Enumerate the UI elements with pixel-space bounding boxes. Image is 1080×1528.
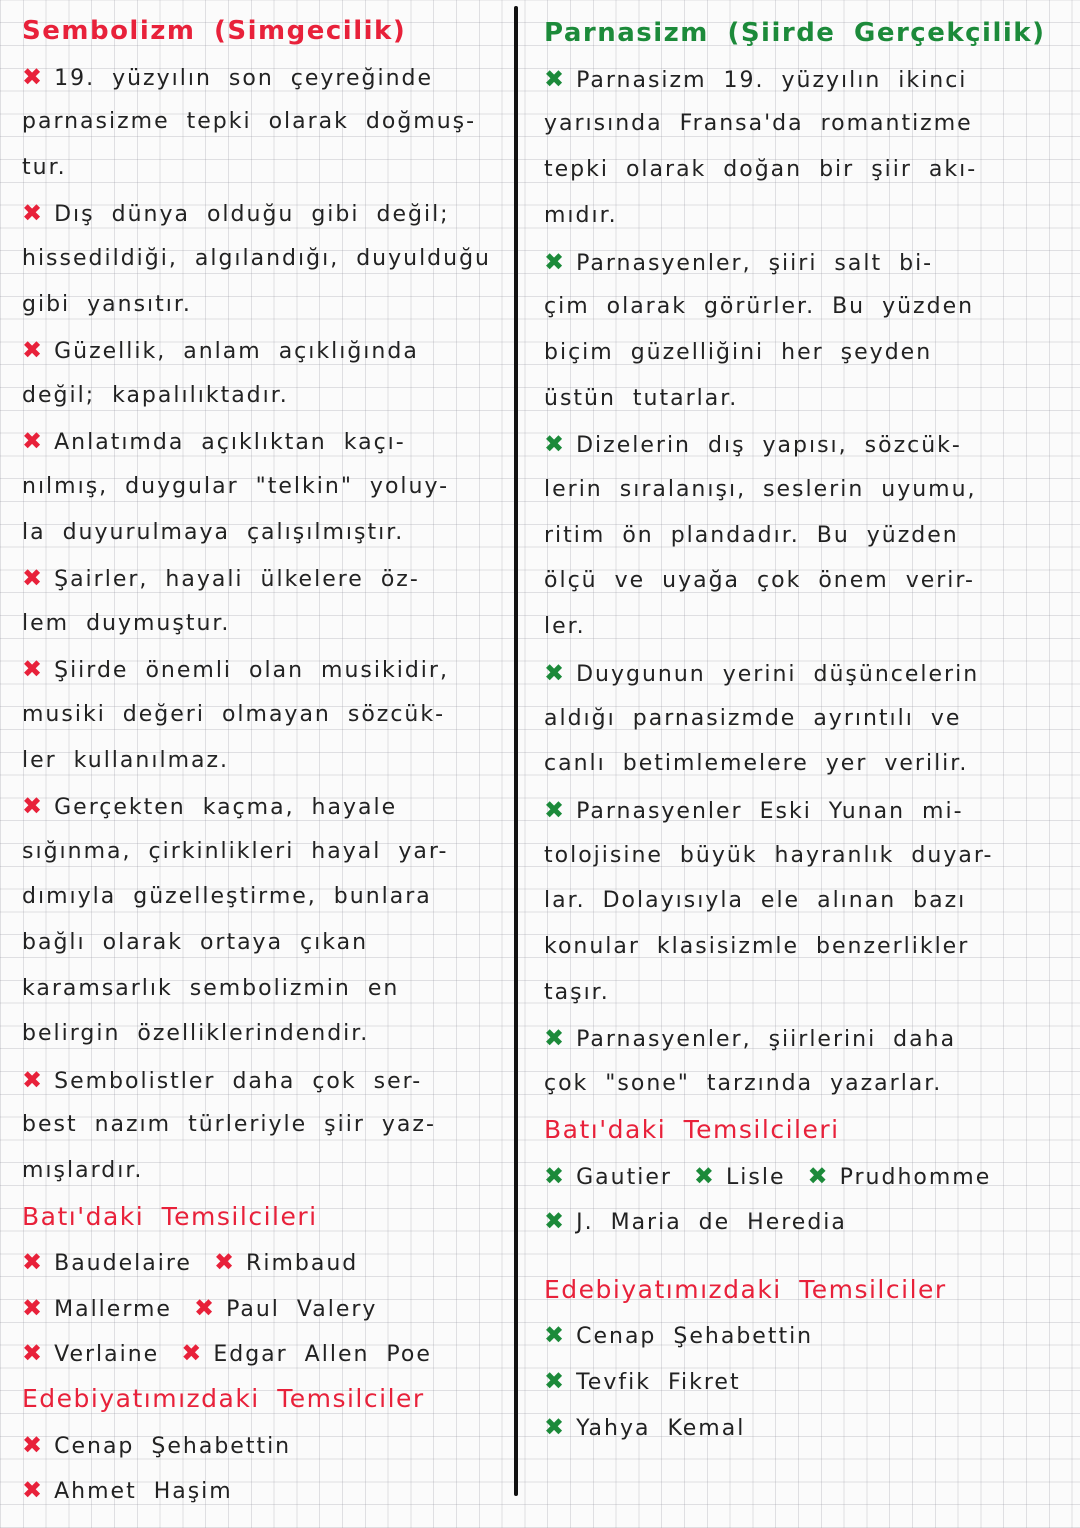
bullet-line [22, 1291, 399, 1325]
bullet-line [544, 656, 1001, 690]
bullet-line [544, 1021, 978, 1055]
line-text: Şiirde önemli olan musikidir, [54, 658, 449, 684]
x-bullet-icon: ✖ [807, 1161, 830, 1190]
text-line [544, 930, 991, 964]
text-line [22, 105, 498, 139]
x-bullet-icon: ✖ [544, 795, 567, 824]
x-bullet-icon: ✖ [544, 1321, 567, 1350]
line-text: Güzellik, anlam açıklığında [54, 339, 419, 365]
text-line [22, 972, 421, 1006]
line-text: Parnasizm (Şiirde Gerçekçilik) [544, 18, 1046, 48]
line-text: musiki değeri olmayan sözcük- [22, 702, 446, 727]
line-text: biçim güzelliğini her şeyden [544, 339, 933, 365]
text-line [544, 473, 999, 507]
line-text: tur. [22, 154, 67, 180]
text-line [544, 610, 608, 644]
text-line [544, 702, 983, 736]
bullet-line [544, 1364, 763, 1398]
bullet-line [544, 793, 986, 827]
bullet-line [22, 1473, 255, 1507]
x-bullet-icon: ✖ [22, 336, 45, 365]
line-text: çim olarak görürler. Bu yüzden [544, 294, 975, 320]
text-line [22, 926, 390, 960]
x-bullet-icon: ✖ [22, 427, 45, 456]
text-line [22, 1154, 165, 1188]
x-bullet-icon: ✖ [22, 1430, 45, 1459]
line-text: nılmış, duygular "telkin" yoluy- [22, 474, 450, 499]
text-line [544, 199, 640, 233]
line-text: Batı'daki Temsilcileri [22, 1201, 318, 1231]
x-bullet-icon: ✖ [22, 1339, 45, 1368]
line-text: lar. Dolayısıyla ele alınan bazı [544, 888, 967, 914]
line-text: Parnasizm 19. yüzyılın ikinci [576, 67, 968, 93]
bullet-line [22, 1063, 444, 1097]
line-text: lem duymuştur. [22, 610, 231, 636]
line-text: Mallerme [54, 1296, 172, 1322]
bullet-line [544, 1159, 1013, 1193]
text-line [22, 835, 470, 869]
line-text: Sembolizm (Simgecilik) [22, 16, 407, 46]
line-text: Baudelaire [54, 1251, 192, 1277]
line-text: la duyurulmaya çalışılmıştır. [22, 519, 405, 545]
text-line [22, 470, 471, 504]
line-text: Ahmet Haşim [54, 1479, 233, 1505]
x-bullet-icon: ✖ [22, 62, 45, 91]
line-text: ölçü ve uyağa çok önem verir- [544, 568, 975, 594]
line-text: ler kullanılmaz. [22, 747, 230, 773]
line-text: mışlardır. [22, 1158, 144, 1183]
line-text: karamsarlık sembolizmin en [22, 975, 400, 1001]
text-line [22, 698, 467, 732]
bullet-line [22, 196, 472, 230]
text-line [22, 242, 513, 276]
bullet-line [544, 1410, 767, 1444]
text-line [22, 607, 252, 641]
text-line [22, 379, 311, 413]
line-text: bağlı olarak ortaya çıkan [22, 930, 369, 955]
x-bullet-icon: ✖ [693, 1161, 717, 1190]
line-text: aldığı parnasizmde ayrıntılı ve [544, 705, 962, 731]
line-text: Gautier [576, 1164, 672, 1190]
line-text: Dış dünya olduğu gibi değil; [54, 202, 450, 228]
section-heading [544, 1273, 969, 1307]
x-bullet-icon: ✖ [544, 64, 567, 93]
bullet-line [22, 60, 455, 94]
x-bullet-icon: ✖ [213, 1248, 237, 1277]
text-line [22, 288, 214, 322]
section-heading [22, 1382, 447, 1416]
x-bullet-icon: ✖ [544, 1412, 567, 1441]
section-heading [22, 1200, 340, 1234]
line-text: Verlaine [54, 1342, 160, 1368]
line-text: dımıyla güzelleştirme, bunlara [22, 884, 432, 910]
bullet-line [544, 1204, 869, 1238]
bullet-line [22, 1428, 313, 1462]
line-text: sığınma, çirkinlikleri hayal yar- [22, 838, 449, 864]
line-text: canlı betimlemelere yer verilir. [544, 751, 969, 777]
bullet-line [22, 652, 471, 686]
x-bullet-icon: ✖ [544, 1207, 567, 1236]
bullet-line [22, 789, 419, 823]
text-line [22, 744, 251, 778]
line-text: taşır. [544, 979, 610, 1005]
x-bullet-icon: ✖ [22, 792, 45, 821]
section-title [22, 14, 428, 48]
text-line [544, 153, 999, 187]
line-text: ritim ön plandadır. Bu yüzden [544, 522, 959, 548]
x-bullet-icon: ✖ [22, 1476, 45, 1505]
line-text: Sembolistler daha çok ser- [54, 1068, 423, 1094]
text-line [544, 564, 997, 598]
x-bullet-icon: ✖ [544, 1161, 567, 1190]
line-text: değil; kapalılıktadır. [22, 382, 289, 408]
text-line [544, 884, 988, 918]
line-text: Şairler, hayali ülkelere öz- [54, 567, 420, 593]
line-text: Rimbaud [246, 1251, 359, 1277]
bullet-line [22, 561, 442, 595]
line-text: ler. [544, 614, 586, 640]
bullet-line [22, 333, 441, 367]
bullet-line [22, 424, 428, 458]
line-text: çok "sone" tarzında yazarlar. [544, 1071, 943, 1097]
text-line [22, 516, 426, 550]
x-bullet-icon: ✖ [22, 655, 45, 684]
line-text: belirgin özelliklerindendir. [22, 1021, 370, 1047]
line-text: Gerçekten kaçma, hayale [54, 795, 398, 821]
line-text: Edgar Allen Poe [213, 1342, 432, 1368]
line-text: üstün tutarlar. [544, 385, 739, 411]
line-text: J. Maria de Heredia [576, 1210, 847, 1236]
line-text: gibi yansıtır. [22, 291, 192, 317]
section-title [544, 16, 1067, 50]
line-text: mıdır. [544, 202, 618, 228]
line-text: Duygunun yerini düşüncelerin [576, 661, 980, 687]
text-line [544, 976, 632, 1010]
text-line [544, 1067, 964, 1101]
line-text: Cenap Şehabettin [54, 1433, 292, 1459]
x-bullet-icon: ✖ [22, 199, 45, 228]
line-text: 19. yüzyılın son çeyreğinde [54, 65, 434, 91]
text-line [22, 1108, 458, 1142]
text-line [22, 1017, 391, 1051]
line-text: Parnasyenler, şiirlerini daha [576, 1027, 957, 1053]
bullet-line [544, 62, 989, 96]
x-bullet-icon: ✖ [544, 430, 567, 459]
x-bullet-icon: ✖ [544, 1367, 567, 1396]
x-bullet-icon: ✖ [22, 1248, 45, 1277]
text-line [544, 336, 954, 370]
x-bullet-icon: ✖ [22, 1293, 45, 1322]
bullet-line [22, 1245, 380, 1279]
line-text: konular klasisizmle benzerlikler [544, 934, 970, 959]
line-text: lerin sıralanışı, seslerin uyumu, [544, 477, 977, 502]
line-text: Cenap Şehabettin [576, 1324, 814, 1350]
x-bullet-icon: ✖ [22, 1065, 45, 1094]
text-line [544, 290, 996, 324]
text-line [544, 839, 1015, 873]
line-text: Anlatımda açıklıktan kaçı- [54, 430, 406, 456]
line-text: Batı'daki Temsilcileri [544, 1114, 840, 1144]
x-bullet-icon: ✖ [22, 564, 45, 593]
line-text: Dizelerin dış yapısı, sözcük- [576, 433, 962, 459]
line-text: Edebiyatımızdaki Temsilciler [22, 1384, 425, 1413]
bullet-line [544, 427, 984, 461]
column-divider [514, 6, 518, 1496]
line-text: Lisle [726, 1164, 786, 1190]
line-text: Parnasyenler, şiiri salt bi- [576, 250, 934, 276]
text-line [544, 519, 981, 553]
line-text: Edebiyatımızdaki Temsilciler [544, 1274, 947, 1304]
line-text: Paul Valery [226, 1296, 378, 1322]
line-text: tepki olarak doğan bir şiir akı- [544, 157, 978, 183]
line-text: yarısında Fransa'da romantizme [544, 111, 973, 137]
line-text: tolojisine büyük hayranlık duyar- [544, 842, 994, 868]
line-text: best nazım türleriyle şiir yaz- [22, 1112, 436, 1138]
line-text: Yahya Kemal [576, 1415, 746, 1441]
bullet-line [544, 245, 955, 279]
text-line [544, 382, 760, 416]
section-heading [544, 1113, 862, 1147]
x-bullet-icon: ✖ [544, 658, 567, 687]
text-line [22, 151, 89, 185]
text-line [544, 107, 995, 141]
bullet-line [22, 1336, 454, 1370]
x-bullet-icon: ✖ [193, 1293, 217, 1322]
x-bullet-icon: ✖ [544, 1024, 567, 1053]
line-text: Tevfik Fikret [576, 1370, 741, 1396]
text-line [544, 747, 990, 781]
line-text: Prudhomme [839, 1164, 992, 1190]
bullet-line [544, 1318, 835, 1352]
x-bullet-icon: ✖ [544, 247, 567, 276]
line-text: parnasizme tepki olarak doğmuş- [22, 109, 477, 135]
x-bullet-icon: ✖ [181, 1339, 204, 1368]
line-text: Parnasyenler Eski Yunan mi- [576, 798, 964, 824]
text-line [22, 880, 454, 914]
line-text: hissedildiği, algılandığı, duyulduğu [22, 246, 491, 271]
